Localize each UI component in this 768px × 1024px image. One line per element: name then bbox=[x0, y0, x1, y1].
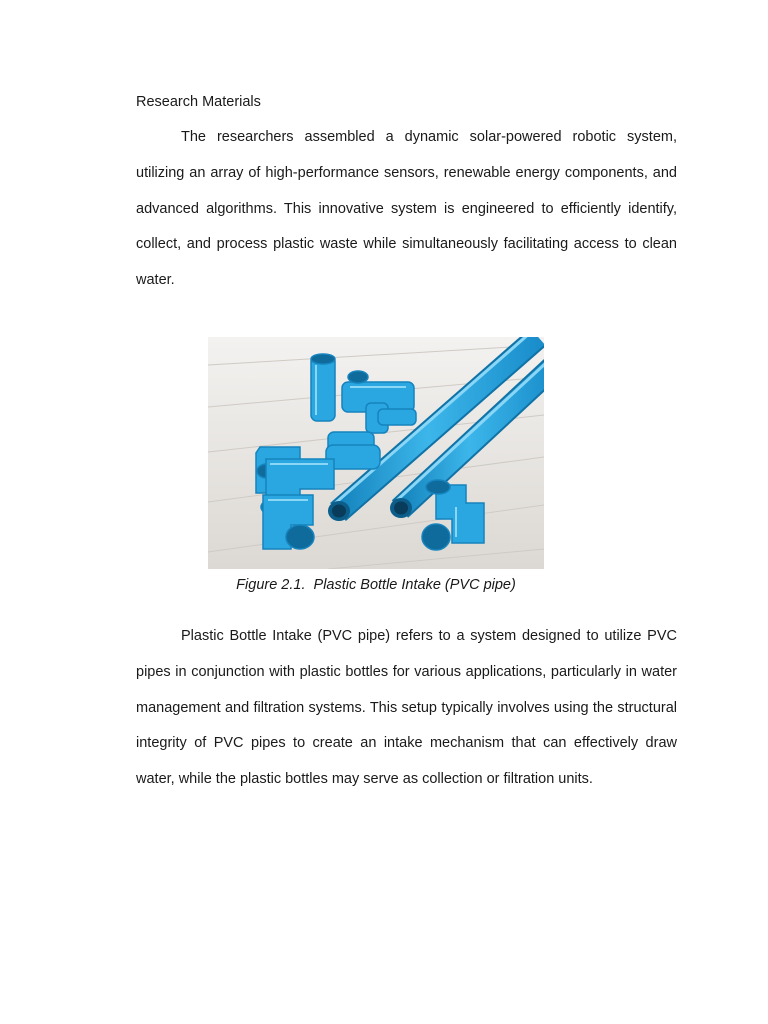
body-paragraph: Plastic Bottle Intake (PVC pipe) refers to a system designed to utilize PVC pipes in conjunction with plastic bottles for various applications, particularly in water management and filtration systems. This setup typically involves using the structural integrity of PVC pipes to create an intake mechanism that can effectively draw water, while the plastic bottles may serve as collection or filtration units. bbox=[136, 628, 677, 788]
pvc-pipes-photo bbox=[208, 337, 544, 569]
section-heading: Research Materials bbox=[136, 94, 261, 110]
figure-caption: Figure 2.1. Plastic Bottle Intake (PVC pipe) bbox=[236, 577, 516, 593]
intro-paragraph: The researchers assembled a dynamic solar-powered robotic system, utilizing an array of high-performance sensors, renewable energy components, and advanced algorithms. This innovative system is engineered to efficiently identify, collect, and process plastic waste while simultaneously facilitating access to clean water. bbox=[136, 129, 677, 289]
